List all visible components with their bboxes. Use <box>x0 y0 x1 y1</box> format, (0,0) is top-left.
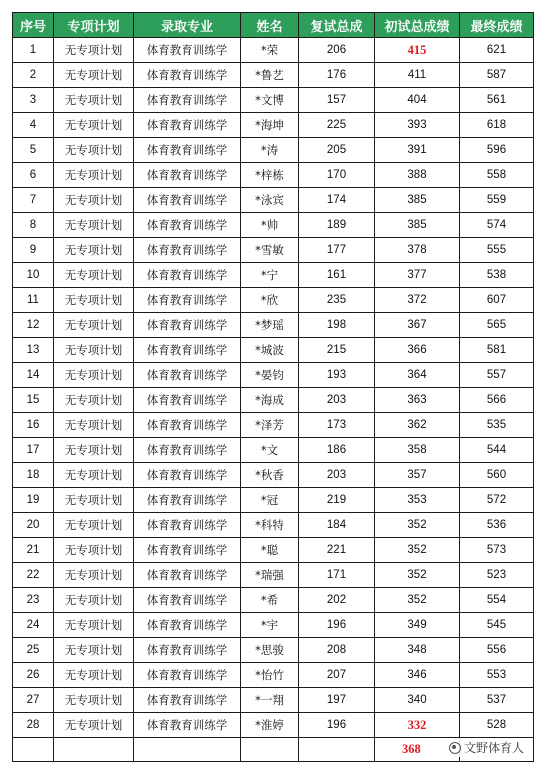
cell-name: *淮婷 <box>241 713 299 738</box>
cell-name: *城波 <box>241 338 299 363</box>
cell-plan: 无专项计划 <box>54 563 134 588</box>
cell-major: 体育教育训练学 <box>134 663 241 688</box>
footer-cell <box>134 738 241 762</box>
cell-initial: 385 <box>375 213 460 238</box>
cell-retest: 206 <box>299 38 375 63</box>
cell-plan: 无专项计划 <box>54 588 134 613</box>
cell-initial: 340 <box>375 688 460 713</box>
cell-initial: 393 <box>375 113 460 138</box>
cell-seq: 6 <box>13 163 54 188</box>
cell-plan: 无专项计划 <box>54 413 134 438</box>
cell-retest: 193 <box>299 363 375 388</box>
watermark-text: 文野体育人 <box>464 741 525 755</box>
cell-major: 体育教育训练学 <box>134 313 241 338</box>
cell-initial: 332 <box>375 713 460 738</box>
cell-plan: 无专项计划 <box>54 88 134 113</box>
table-row <box>13 313 534 338</box>
cell-initial: 391 <box>375 138 460 163</box>
cell-final: 536 <box>460 513 534 538</box>
cell-final: 561 <box>460 88 534 113</box>
cell-major: 体育教育训练学 <box>134 588 241 613</box>
cell-plan: 无专项计划 <box>54 213 134 238</box>
cell-seq: 22 <box>13 563 54 588</box>
cell-final: 559 <box>460 188 534 213</box>
cell-name: *怡竹 <box>241 663 299 688</box>
cell-initial: 352 <box>375 513 460 538</box>
cell-seq: 2 <box>13 63 54 88</box>
cell-initial: 352 <box>375 538 460 563</box>
cell-name: *海成 <box>241 388 299 413</box>
cell-plan: 无专项计划 <box>54 438 134 463</box>
cell-seq: 18 <box>13 463 54 488</box>
cell-seq: 19 <box>13 488 54 513</box>
cell-name: *晏钧 <box>241 363 299 388</box>
cell-initial: 367 <box>375 313 460 338</box>
cell-final: 572 <box>460 488 534 513</box>
watermark <box>446 738 527 757</box>
header-seq: 序号 <box>13 13 54 38</box>
cell-major: 体育教育训练学 <box>134 288 241 313</box>
cell-seq: 14 <box>13 363 54 388</box>
cell-retest: 197 <box>299 688 375 713</box>
cell-final: 554 <box>460 588 534 613</box>
cell-final: 587 <box>460 63 534 88</box>
header-final: 最终成绩 <box>460 13 534 38</box>
table-row <box>13 513 534 538</box>
cell-seq: 27 <box>13 688 54 713</box>
cell-final: 565 <box>460 313 534 338</box>
cell-retest: 208 <box>299 638 375 663</box>
table-row <box>13 188 534 213</box>
cell-plan: 无专项计划 <box>54 513 134 538</box>
cell-retest: 202 <box>299 588 375 613</box>
cell-seq: 11 <box>13 288 54 313</box>
cell-retest: 186 <box>299 438 375 463</box>
cell-major: 体育教育训练学 <box>134 88 241 113</box>
table-row <box>13 363 534 388</box>
table-row <box>13 213 534 238</box>
cell-major: 体育教育训练学 <box>134 163 241 188</box>
cell-seq: 26 <box>13 663 54 688</box>
cell-retest: 215 <box>299 338 375 363</box>
table-row <box>13 288 534 313</box>
cell-initial: 362 <box>375 413 460 438</box>
cell-final: 607 <box>460 288 534 313</box>
cell-major: 体育教育训练学 <box>134 438 241 463</box>
cell-seq: 23 <box>13 588 54 613</box>
cell-retest: 207 <box>299 663 375 688</box>
cell-retest: 203 <box>299 463 375 488</box>
cell-retest: 203 <box>299 388 375 413</box>
table-body <box>13 38 534 762</box>
cell-major: 体育教育训练学 <box>134 113 241 138</box>
table-row <box>13 713 534 738</box>
cell-retest: 177 <box>299 238 375 263</box>
cell-initial: 378 <box>375 238 460 263</box>
cell-name: *希 <box>241 588 299 613</box>
cell-name: *梦瑶 <box>241 313 299 338</box>
header-plan: 专项计划 <box>54 13 134 38</box>
table-row <box>13 613 534 638</box>
footer-score: 368 <box>402 742 421 756</box>
cell-name: *荣 <box>241 38 299 63</box>
cell-name: *帅 <box>241 213 299 238</box>
cell-initial: 415 <box>375 38 460 63</box>
cell-name: *宇 <box>241 613 299 638</box>
cell-retest: 157 <box>299 88 375 113</box>
cell-plan: 无专项计划 <box>54 138 134 163</box>
cell-initial: 363 <box>375 388 460 413</box>
cell-final: 544 <box>460 438 534 463</box>
cell-initial: 358 <box>375 438 460 463</box>
cell-final: 523 <box>460 563 534 588</box>
cell-final: 537 <box>460 688 534 713</box>
cell-major: 体育教育训练学 <box>134 213 241 238</box>
cell-plan: 无专项计划 <box>54 338 134 363</box>
cell-final: 581 <box>460 338 534 363</box>
cell-name: *鲁艺 <box>241 63 299 88</box>
cell-initial: 366 <box>375 338 460 363</box>
cell-plan: 无专项计划 <box>54 113 134 138</box>
cell-plan: 无专项计划 <box>54 238 134 263</box>
cell-major: 体育教育训练学 <box>134 138 241 163</box>
cell-final: 574 <box>460 213 534 238</box>
cell-seq: 9 <box>13 238 54 263</box>
cell-name: *文博 <box>241 88 299 113</box>
header-major: 录取专业 <box>134 13 241 38</box>
cell-name: *宁 <box>241 263 299 288</box>
footer-cell <box>299 738 375 762</box>
cell-major: 体育教育训练学 <box>134 338 241 363</box>
wechat-icon <box>449 742 461 754</box>
cell-initial: 348 <box>375 638 460 663</box>
cell-plan: 无专项计划 <box>54 488 134 513</box>
cell-retest: 189 <box>299 213 375 238</box>
cell-name: *聪 <box>241 538 299 563</box>
cell-retest: 198 <box>299 313 375 338</box>
cell-seq: 15 <box>13 388 54 413</box>
cell-major: 体育教育训练学 <box>134 563 241 588</box>
cell-seq: 25 <box>13 638 54 663</box>
cell-major: 体育教育训练学 <box>134 513 241 538</box>
cell-name: *泽芳 <box>241 413 299 438</box>
table-row <box>13 338 534 363</box>
cell-name: *秋香 <box>241 463 299 488</box>
cell-initial: 353 <box>375 488 460 513</box>
cell-major: 体育教育训练学 <box>134 463 241 488</box>
cell-name: *一翔 <box>241 688 299 713</box>
table-row <box>13 163 534 188</box>
cell-final: 618 <box>460 113 534 138</box>
cell-final: 528 <box>460 713 534 738</box>
cell-seq: 28 <box>13 713 54 738</box>
admission-table <box>12 12 534 762</box>
table-row <box>13 588 534 613</box>
cell-initial: 349 <box>375 613 460 638</box>
cell-final: 553 <box>460 663 534 688</box>
cell-name: *梓栋 <box>241 163 299 188</box>
cell-final: 573 <box>460 538 534 563</box>
cell-initial: 346 <box>375 663 460 688</box>
cell-major: 体育教育训练学 <box>134 238 241 263</box>
cell-initial: 372 <box>375 288 460 313</box>
table-row <box>13 88 534 113</box>
cell-seq: 4 <box>13 113 54 138</box>
cell-plan: 无专项计划 <box>54 388 134 413</box>
cell-seq: 20 <box>13 513 54 538</box>
cell-initial: 357 <box>375 463 460 488</box>
cell-name: *泳宾 <box>241 188 299 213</box>
cell-initial: 385 <box>375 188 460 213</box>
header-name: 姓名 <box>241 13 299 38</box>
cell-seq: 3 <box>13 88 54 113</box>
cell-plan: 无专项计划 <box>54 713 134 738</box>
table-row <box>13 138 534 163</box>
cell-initial: 352 <box>375 588 460 613</box>
cell-retest: 176 <box>299 63 375 88</box>
cell-plan: 无专项计划 <box>54 663 134 688</box>
cell-seq: 21 <box>13 538 54 563</box>
cell-initial: 364 <box>375 363 460 388</box>
cell-retest: 184 <box>299 513 375 538</box>
cell-seq: 16 <box>13 413 54 438</box>
table-row <box>13 63 534 88</box>
cell-major: 体育教育训练学 <box>134 263 241 288</box>
cell-final: 538 <box>460 263 534 288</box>
table-row <box>13 388 534 413</box>
cell-seq: 13 <box>13 338 54 363</box>
table-row <box>13 638 534 663</box>
cell-initial: 377 <box>375 263 460 288</box>
cell-retest: 219 <box>299 488 375 513</box>
table-row <box>13 538 534 563</box>
cell-name: *冠 <box>241 488 299 513</box>
table-row <box>13 563 534 588</box>
cell-name: *海坤 <box>241 113 299 138</box>
cell-retest: 171 <box>299 563 375 588</box>
footer-cell <box>54 738 134 762</box>
cell-name: *雪敏 <box>241 238 299 263</box>
cell-retest: 173 <box>299 413 375 438</box>
cell-final: 555 <box>460 238 534 263</box>
cell-retest: 221 <box>299 538 375 563</box>
table-row <box>13 113 534 138</box>
cell-seq: 24 <box>13 613 54 638</box>
cell-major: 体育教育训练学 <box>134 713 241 738</box>
cell-retest: 196 <box>299 613 375 638</box>
cell-initial: 388 <box>375 163 460 188</box>
cell-name: *欣 <box>241 288 299 313</box>
cell-major: 体育教育训练学 <box>134 388 241 413</box>
cell-retest: 174 <box>299 188 375 213</box>
cell-major: 体育教育训练学 <box>134 63 241 88</box>
cell-final: 535 <box>460 413 534 438</box>
table-row <box>13 688 534 713</box>
cell-plan: 无专项计划 <box>54 288 134 313</box>
cell-final: 566 <box>460 388 534 413</box>
table-row <box>13 238 534 263</box>
cell-plan: 无专项计划 <box>54 188 134 213</box>
cell-seq: 12 <box>13 313 54 338</box>
cell-major: 体育教育训练学 <box>134 638 241 663</box>
cell-major: 体育教育训练学 <box>134 688 241 713</box>
cell-major: 体育教育训练学 <box>134 188 241 213</box>
cell-retest: 205 <box>299 138 375 163</box>
cell-seq: 8 <box>13 213 54 238</box>
cell-retest: 170 <box>299 163 375 188</box>
cell-final: 596 <box>460 138 534 163</box>
cell-name: *文 <box>241 438 299 463</box>
cell-plan: 无专项计划 <box>54 63 134 88</box>
cell-final: 556 <box>460 638 534 663</box>
cell-name: *涛 <box>241 138 299 163</box>
cell-plan: 无专项计划 <box>54 613 134 638</box>
cell-initial: 404 <box>375 88 460 113</box>
cell-final: 558 <box>460 163 534 188</box>
score-sheet <box>12 12 534 762</box>
cell-final: 545 <box>460 613 534 638</box>
cell-name: *瑞强 <box>241 563 299 588</box>
table-header-row <box>13 13 534 38</box>
cell-plan: 无专项计划 <box>54 688 134 713</box>
cell-plan: 无专项计划 <box>54 313 134 338</box>
cell-name: *科特 <box>241 513 299 538</box>
cell-major: 体育教育训练学 <box>134 363 241 388</box>
table-row <box>13 38 534 63</box>
cell-final: 560 <box>460 463 534 488</box>
table-row <box>13 488 534 513</box>
cell-initial: 352 <box>375 563 460 588</box>
table-row <box>13 463 534 488</box>
header-initial: 初试总成绩 <box>375 13 460 38</box>
cell-seq: 1 <box>13 38 54 63</box>
cell-seq: 5 <box>13 138 54 163</box>
cell-retest: 235 <box>299 288 375 313</box>
table-row <box>13 263 534 288</box>
cell-seq: 17 <box>13 438 54 463</box>
cell-retest: 161 <box>299 263 375 288</box>
cell-initial: 411 <box>375 63 460 88</box>
cell-seq: 7 <box>13 188 54 213</box>
cell-plan: 无专项计划 <box>54 263 134 288</box>
cell-plan: 无专项计划 <box>54 463 134 488</box>
cell-seq: 10 <box>13 263 54 288</box>
cell-final: 557 <box>460 363 534 388</box>
cell-plan: 无专项计划 <box>54 638 134 663</box>
cell-retest: 196 <box>299 713 375 738</box>
cell-final: 621 <box>460 38 534 63</box>
cell-plan: 无专项计划 <box>54 363 134 388</box>
cell-plan: 无专项计划 <box>54 163 134 188</box>
cell-major: 体育教育训练学 <box>134 538 241 563</box>
table-row <box>13 663 534 688</box>
table-row <box>13 438 534 463</box>
table-row <box>13 413 534 438</box>
cell-major: 体育教育训练学 <box>134 38 241 63</box>
cell-name: *思骏 <box>241 638 299 663</box>
cell-major: 体育教育训练学 <box>134 613 241 638</box>
cell-retest: 225 <box>299 113 375 138</box>
header-retest: 复试总成 <box>299 13 375 38</box>
cell-major: 体育教育训练学 <box>134 488 241 513</box>
footer-cell <box>241 738 299 762</box>
cell-major: 体育教育训练学 <box>134 413 241 438</box>
cell-plan: 无专项计划 <box>54 538 134 563</box>
cell-plan: 无专项计划 <box>54 38 134 63</box>
footer-cell <box>13 738 54 762</box>
